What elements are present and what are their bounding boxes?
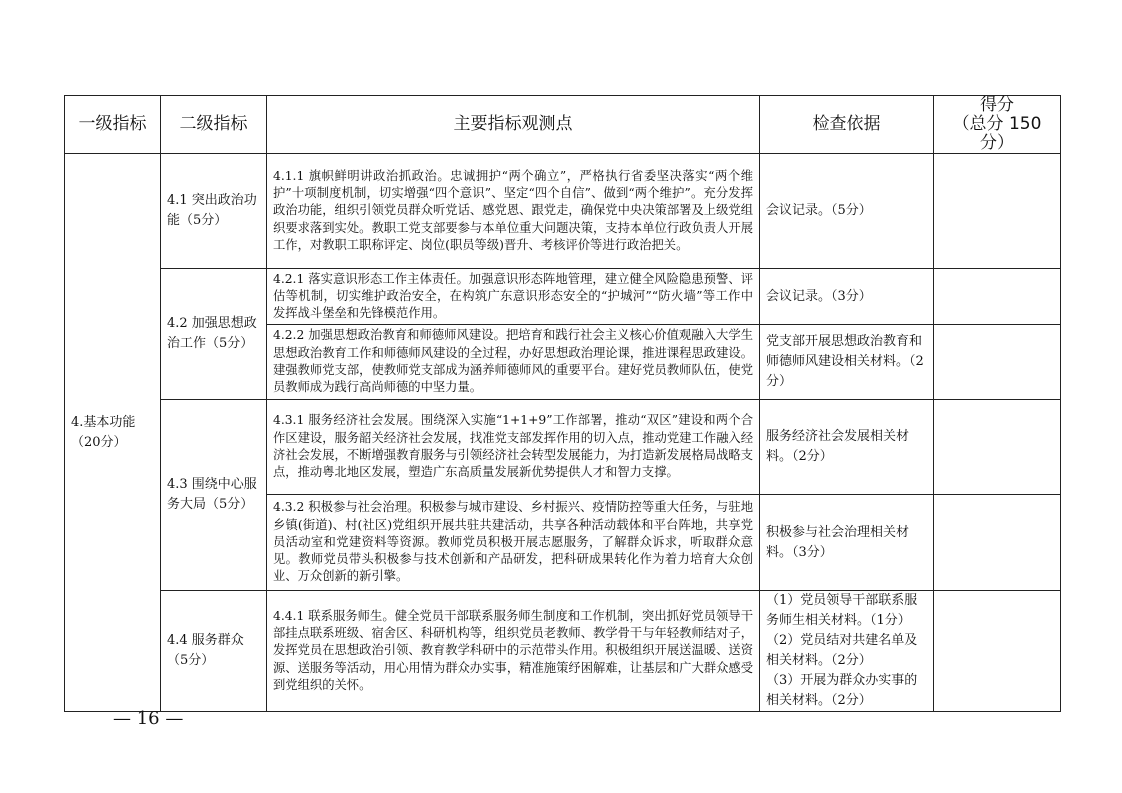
basis-text: 会议记录。（3分） [766,288,872,304]
level2-cell: 4.3 围绕中心服务大局（5分） [161,400,267,591]
table-row [65,154,1061,269]
observation-cell: 4.1.1 旗帜鲜明讲政治抓政治。忠诚拥护“两个确立”，严格执行省委坚决落实“两个维护”十项制度机制，切实增强“四个意识”、坚定“四个自信”、做到“两个维护”。充分发挥政治功能，组织引领党员群众听党话、感党恩、跟党走，确保党中央决策部署及上级党组织要求落到实处。教职工党支部要参与本单位重大问题决策，支持本单位行政负责人开展工作，对教职工职称评定、岗位(职员等级)晋升、考核评价等进行政治把关。 [267,154,760,269]
basis-text: （2）党员结对共建名单及相关材料。（2分） [766,633,918,668]
basis-cell [760,400,934,495]
basis-cell [760,591,934,712]
header-basis: 检查依据 [760,96,934,154]
score-cell [934,325,1061,400]
table-row [65,400,1061,495]
observation-cell: 4.2.2 加强思想政治教育和师德师风建设。把培育和践行社会主义核心价值观融入大学生思想政治教育工作和师德师风建设的全过程，办好思想政治理论课，推进课程思政建设。建强教师党支部，使教师党支部成为涵养师德师风的重要平台。建好党员教师队伍，使党员教师成为践行高尚师德的中坚力量。 [267,325,760,400]
table-header-row [65,96,1061,154]
basis-text: （1）党员领导干部联系服务师生相关材料。（1分） [766,593,918,628]
basis-cell [760,154,934,269]
observation-cell: 4.3.2 积极参与社会治理。积极参与城市建设、乡村振兴、疫情防控等重大任务，与驻地乡镇(街道)、村(社区)党组织开展共驻共建活动，共享各种活动载体和平台阵地，共享党员活动室和党建资料等资源。教师党员积极开展志愿服务，了解群众诉求，听取群众意见。教师党员带头积极参与技术创新和产品研发，把科研成果转化作为着力培育大众创业、万众创新的新引擎。 [267,495,760,591]
basis-text: 党支部开展思想政治教育和师德师风建设相关材料。（2分） [766,334,924,389]
basis-cell [760,325,934,400]
basis-text: 会议记录。（5分） [766,203,872,218]
observation-cell: 4.4.1 联系服务师生。健全党员干部联系服务师生制度和工作机制，突出抓好党员领导干部挂点联系班级、宿舍区、科研机构等，组织党员老教师、教学骨干与年轻教师结对子，发挥党员在思想政治引领、教育教学科研中的示范带头作用。积极组织开展送温暖、送资源、送服务等活动，用心用情为群众办实事，精准施策纾困解难，让基层和广大群众感受到党组织的关怀。 [267,591,760,712]
header-observation: 主要指标观测点 [267,96,760,154]
header-level1: 一级指标 [65,96,161,154]
score-cell [934,400,1061,495]
page-number: — 16 — [113,708,184,729]
basis-cell [760,495,934,591]
level2-cell: 4.2 加强思想政治工作（5分） [161,269,267,400]
score-cell [934,269,1061,325]
table-row [65,269,1061,325]
header-score-title: 得分 [980,95,1014,115]
level1-cell: 4.基本功能（20分） [65,154,161,712]
score-cell [934,591,1061,712]
score-cell [934,495,1061,591]
level2-cell: 4.1 突出政治功能（5分） [161,154,267,269]
observation-cell: 4.2.1 落实意识形态工作主体责任。加强意识形态阵地管理，建立健全风险隐患预警、评估等机制，切实维护政治安全，在构筑广东意识形态安全的“护城河”“防火墙”等工作中发挥战斗堡垒和先锋模范作用。 [267,269,760,325]
basis-cell [760,269,934,325]
header-score [934,96,1061,154]
observation-cell: 4.3.1 服务经济社会发展。围绕深入实施“1+1+9”工作部署，推动“双区”建设和两个合作区建设，服务韶关经济社会发展，找准党支部发挥作用的切入点，推动党建工作融入经济社会发展，不断增强教育服务与引领经济社会转型发展能力，为打造新发展格局战略支点，推动粤北地区发展，塑造广东高质量发展新优势提供人才和智力支撑。 [267,400,760,495]
header-level2: 二级指标 [161,96,267,154]
table-row [65,591,1061,712]
header-score-total: （总分 150 分） [952,114,1042,153]
basis-text: （3）开展为群众办实事的相关材料。（2分） [766,673,918,708]
indicator-table [64,95,1061,712]
score-cell [934,154,1061,269]
basis-text: 服务经济社会发展相关材料。（2分） [766,429,910,464]
basis-text: 积极参与社会治理相关材料。（3分） [766,524,910,560]
level2-cell: 4.4 服务群众（5分） [161,591,267,712]
